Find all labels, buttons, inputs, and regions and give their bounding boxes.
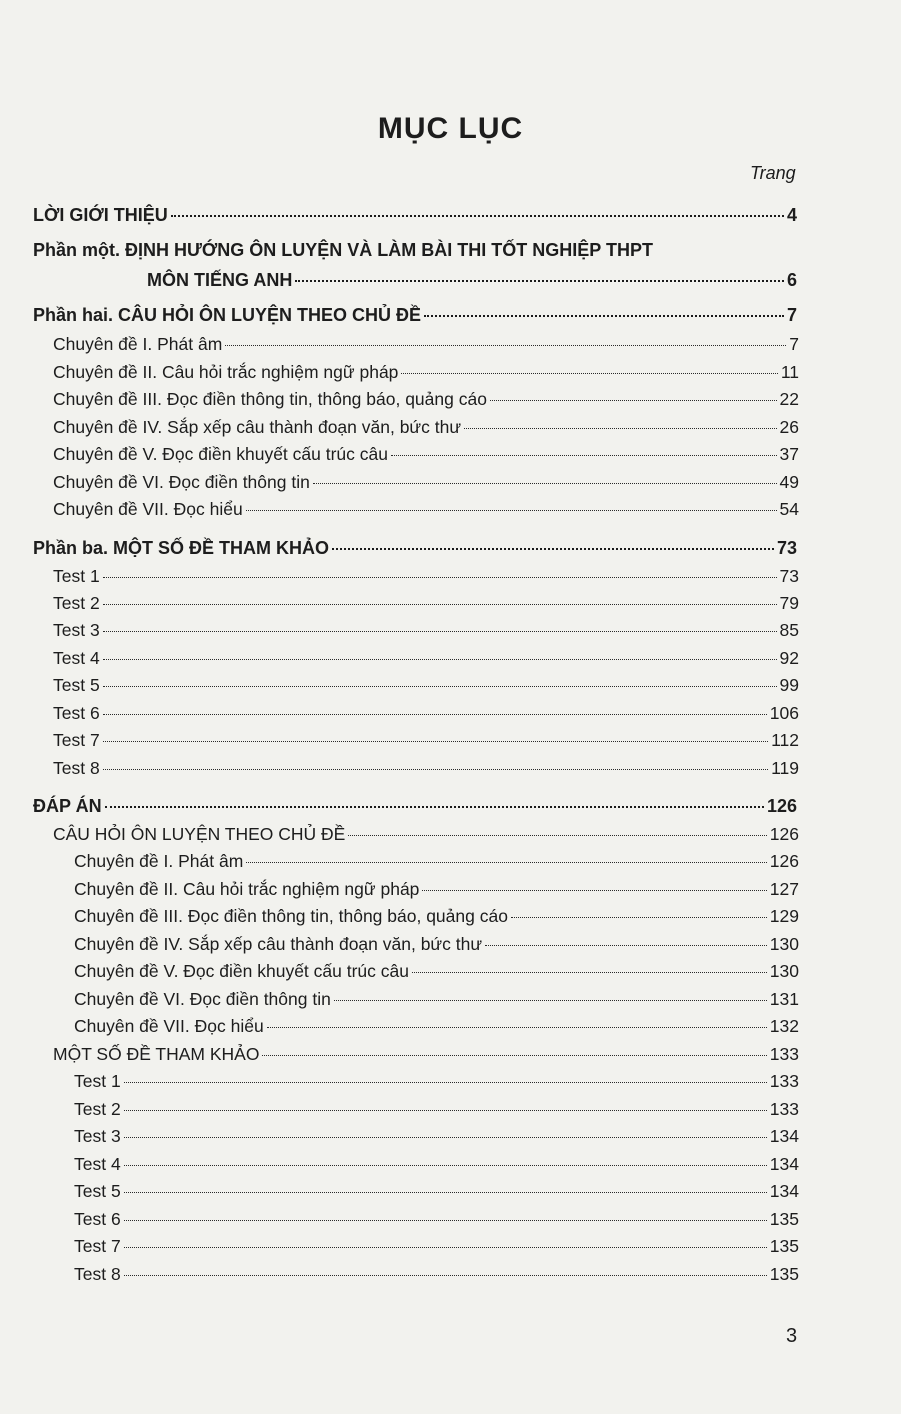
toc-entry[interactable] [74, 1264, 799, 1285]
toc-entry[interactable] [74, 1154, 799, 1175]
toc-entry-label: Test 5 [53, 675, 100, 695]
toc-entry[interactable] [74, 1099, 799, 1120]
toc-entry[interactable] [53, 362, 799, 383]
toc-entry[interactable] [74, 989, 799, 1010]
dot-leader [485, 945, 767, 946]
toc-entry-label: Phần hai. CÂU HỎI ÔN LUYỆN THEO CHỦ ĐỀ [33, 305, 422, 325]
toc-entry-label: Chuyên đề V. Đọc điền khuyết cấu trúc câu [74, 961, 409, 981]
toc-entry-page: 99 [779, 675, 799, 695]
toc-entry-label: Chuyên đề II. Câu hỏi trắc nghiệm ngữ pháp [53, 362, 399, 382]
toc-entry-page: 127 [769, 879, 799, 899]
toc-entry-label: Chuyên đề V. Đọc điền khuyết cấu trúc câu [53, 444, 388, 464]
dot-leader [124, 1110, 767, 1111]
toc-entry[interactable] [53, 1044, 799, 1065]
dot-leader [424, 315, 784, 317]
dot-leader [246, 510, 777, 511]
toc-entry-label: Chuyên đề VII. Đọc hiểu [53, 499, 243, 519]
toc-entry[interactable] [74, 1181, 799, 1202]
toc-entry-label: Test 1 [74, 1071, 121, 1091]
toc-entry-label: Chuyên đề III. Đọc điền thông tin, thông báo, quảng cáo [53, 389, 487, 409]
toc-entry-page: 130 [769, 961, 799, 981]
toc-entry-label: Chuyên đề II. Câu hỏi trắc nghiệm ngữ pháp [74, 879, 420, 899]
toc-entry-page: 79 [779, 593, 799, 613]
toc-entry-page: 7 [786, 305, 797, 325]
toc-entry-page: 135 [769, 1209, 799, 1229]
toc-entry[interactable] [53, 675, 799, 696]
toc-entry-page: 135 [769, 1236, 799, 1256]
toc-entry[interactable] [74, 1071, 799, 1092]
dot-leader [103, 659, 777, 660]
toc-entry-label: ĐÁP ÁN [33, 796, 102, 816]
toc-entry[interactable] [53, 334, 799, 355]
toc-entry[interactable] [53, 566, 799, 587]
toc-entry-page: 133 [769, 1071, 799, 1091]
toc-entry-page: 22 [779, 389, 799, 409]
toc-entry-page: 131 [769, 989, 799, 1009]
toc-entry-label: MỘT SỐ ĐỀ THAM KHẢO [53, 1044, 260, 1064]
toc-entry-label: MÔN TIẾNG ANH [147, 270, 293, 290]
toc-entry-label: Chuyên đề VI. Đọc điền thông tin [53, 472, 310, 492]
toc-entry-page: 11 [780, 362, 799, 382]
toc-entry-page: 130 [769, 934, 799, 954]
toc-entry-page: 134 [769, 1126, 799, 1146]
toc-entry-page: 135 [769, 1264, 799, 1284]
toc-entry[interactable] [53, 824, 799, 845]
toc-entry-page: 6 [786, 270, 797, 290]
toc-entry-label: LỜI GIỚI THIỆU [33, 205, 168, 225]
dot-leader [262, 1055, 766, 1056]
toc-entry-label: Chuyên đề VII. Đọc hiểu [74, 1016, 264, 1036]
toc-entry-page: 4 [786, 205, 797, 225]
toc-entry-page: 112 [771, 730, 799, 750]
toc-entry[interactable] [74, 961, 799, 982]
dot-leader [334, 1000, 767, 1001]
dot-leader [103, 686, 777, 687]
dot-leader [105, 806, 764, 808]
dot-leader [124, 1082, 767, 1083]
toc-entry-label: Phần ba. MỘT SỐ ĐỀ THAM KHẢO [33, 538, 330, 558]
toc-entry[interactable] [53, 703, 799, 724]
toc-entry[interactable] [53, 389, 799, 410]
dot-leader [348, 835, 766, 836]
toc-entry[interactable] [33, 305, 797, 326]
toc-entry[interactable] [147, 270, 797, 291]
dot-leader [124, 1247, 767, 1248]
toc-entry-page: 37 [779, 444, 799, 464]
dot-leader [171, 215, 784, 217]
toc-entry-label: Test 6 [53, 703, 100, 723]
toc-entry-label: Chuyên đề I. Phát âm [53, 334, 223, 354]
toc-entry-page: 73 [776, 538, 797, 558]
toc-entry-label: Test 2 [74, 1099, 121, 1119]
toc-entry[interactable] [53, 472, 799, 493]
dot-leader [103, 604, 777, 605]
dot-leader [103, 741, 768, 742]
toc-entry-label: Test 6 [74, 1209, 121, 1229]
dot-leader [103, 577, 777, 578]
toc-entry-label: Test 7 [74, 1236, 121, 1256]
toc-entry-label: Chuyên đề IV. Sắp xếp câu thành đoạn văn, bức thư [53, 417, 462, 437]
toc-entry[interactable] [74, 1236, 799, 1257]
toc-entry-page: 73 [779, 566, 799, 586]
toc-entry[interactable] [74, 934, 799, 955]
toc-entry-page: 134 [769, 1154, 799, 1174]
toc-entry[interactable] [74, 851, 799, 872]
toc-entry-page: 133 [769, 1099, 799, 1119]
toc-entry-page: 54 [779, 499, 799, 519]
toc-entry[interactable] [53, 730, 799, 751]
toc-entry-label: Test 8 [74, 1264, 121, 1284]
toc-entry[interactable] [53, 648, 799, 669]
toc-entry-page: 49 [779, 472, 799, 492]
toc-entry-page: 126 [766, 796, 797, 816]
toc-entry[interactable] [53, 499, 799, 520]
toc-entry-page: 133 [769, 1044, 799, 1064]
toc-entry[interactable] [53, 417, 799, 438]
toc-entry-page: 134 [769, 1181, 799, 1201]
toc-entry[interactable] [33, 205, 797, 226]
toc-entry[interactable] [33, 796, 797, 817]
toc-entry[interactable] [53, 444, 799, 465]
toc-entry-page: 26 [779, 417, 799, 437]
toc-entry-page: 7 [789, 334, 799, 354]
dot-leader [464, 428, 776, 429]
dot-leader [267, 1027, 767, 1028]
toc-entry-page: 106 [769, 703, 799, 723]
toc-entry[interactable] [53, 593, 799, 614]
toc-part-one-heading: Phần một. ĐỊNH HƯỚNG ÔN LUYỆN VÀ LÀM BÀI THI TỐT NGHIỆP THPT [33, 240, 653, 260]
toc-entry-label: Test 5 [74, 1181, 121, 1201]
dot-leader [124, 1165, 767, 1166]
dot-leader [313, 483, 777, 484]
toc-entry[interactable] [74, 1126, 799, 1147]
dot-leader [246, 862, 767, 863]
toc-entry-label: Chuyên đề VI. Đọc điền thông tin [74, 989, 331, 1009]
toc-entry-page: 126 [769, 824, 799, 844]
toc-entry-page: 126 [769, 851, 799, 871]
dot-leader [332, 548, 774, 550]
toc-entry-label: Chuyên đề III. Đọc điền thông tin, thông báo, quảng cáo [74, 906, 508, 926]
dot-leader [124, 1137, 767, 1138]
dot-leader [401, 373, 777, 374]
dot-leader [103, 631, 777, 632]
toc-entry[interactable] [74, 879, 799, 900]
toc-entry-page: 92 [779, 648, 799, 668]
toc-entry-label: Test 8 [53, 758, 100, 778]
toc-entry-label: Chuyên đề I. Phát âm [74, 851, 244, 871]
toc-entry-page: 119 [771, 758, 799, 778]
dot-leader [391, 455, 777, 456]
dot-leader [124, 1220, 767, 1221]
page-number: 3 [786, 1325, 798, 1347]
toc-entry[interactable] [33, 538, 797, 559]
toc-entry-label: Test 1 [53, 566, 100, 586]
dot-leader [412, 972, 767, 973]
dot-leader [103, 769, 768, 770]
dot-leader [124, 1275, 767, 1276]
toc-entry-page: 129 [769, 906, 799, 926]
page-title: MỤC LỤC [377, 112, 524, 145]
toc-entry[interactable] [74, 1209, 799, 1230]
toc-entry-label: Test 4 [74, 1154, 121, 1174]
dot-leader [490, 400, 777, 401]
toc-entry-label: Test 2 [53, 593, 100, 613]
toc-entry-page: 85 [779, 620, 799, 640]
page-column-header: Trang [750, 163, 796, 183]
toc-entry[interactable] [53, 758, 799, 779]
toc-entry-label: CÂU HỎI ÔN LUYỆN THEO CHỦ ĐỀ [53, 824, 346, 844]
toc-entry[interactable] [74, 906, 799, 927]
toc-entry-label: Test 3 [74, 1126, 121, 1146]
dot-leader [225, 345, 786, 346]
toc-entry[interactable] [53, 620, 799, 641]
toc-entry-page: 132 [769, 1016, 799, 1036]
toc-entry-label: Test 7 [53, 730, 100, 750]
toc-entry-label: Chuyên đề IV. Sắp xếp câu thành đoạn văn, bức thư [74, 934, 483, 954]
toc-entry[interactable] [74, 1016, 799, 1037]
dot-leader [295, 280, 784, 282]
toc-entry-label: Test 3 [53, 620, 100, 640]
dot-leader [124, 1192, 767, 1193]
dot-leader [511, 917, 767, 918]
dot-leader [103, 714, 767, 715]
dot-leader [422, 890, 766, 891]
toc-entry-label: Test 4 [53, 648, 100, 668]
